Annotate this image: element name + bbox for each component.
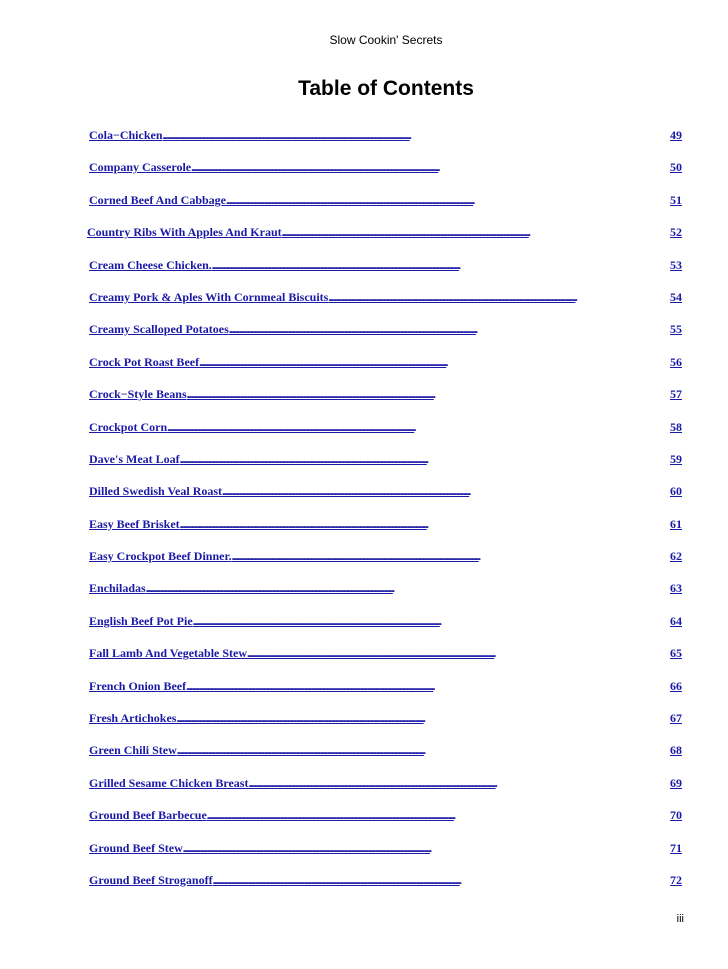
toc-entry-page: 51 — [670, 192, 682, 207]
toc-entry[interactable] — [87, 808, 682, 840]
toc-entry-page: 56 — [670, 354, 682, 369]
dot-leader — [186, 679, 670, 694]
toc-entry[interactable] — [87, 614, 682, 646]
toc-entry-label: Crock Pot Roast Beef — [89, 354, 200, 369]
dot-leader — [212, 258, 670, 273]
toc-entry-label: Easy Crockpot Beef Dinner. — [89, 549, 232, 564]
toc-entry[interactable] — [87, 387, 682, 419]
toc-entry[interactable] — [87, 646, 682, 678]
dot-leader — [180, 452, 670, 467]
dot-leader — [183, 841, 670, 856]
dot-leader — [191, 160, 670, 175]
toc-entry-label: Crockpot Corn — [89, 419, 168, 434]
toc-entry-page: 49 — [670, 128, 682, 142]
dot-leader — [282, 225, 670, 240]
toc-entry-page: 52 — [670, 225, 682, 240]
toc-entry[interactable] — [87, 322, 682, 354]
dot-leader — [207, 808, 670, 823]
dot-leader — [232, 549, 670, 564]
dot-leader — [146, 581, 670, 596]
toc-entry-page: 70 — [670, 808, 682, 823]
dot-leader — [176, 711, 670, 726]
toc-entry[interactable] — [87, 711, 682, 743]
toc-entry-label: Dave's Meat Loaf — [89, 451, 180, 466]
toc-entry-page: 71 — [670, 840, 682, 855]
dot-leader — [226, 193, 670, 208]
toc-entry[interactable] — [87, 452, 682, 484]
toc-entry[interactable] — [87, 160, 682, 192]
dot-leader — [163, 128, 670, 143]
toc-entry-label: Grilled Sesame Chicken Breast — [89, 775, 249, 790]
dot-leader — [213, 873, 670, 888]
dot-leader — [167, 420, 670, 435]
toc-entry[interactable] — [87, 355, 682, 387]
toc-entry-label: Enchiladas — [89, 581, 146, 596]
toc-entry-label: Green Chili Stew — [89, 743, 177, 758]
toc-entry-page: 63 — [670, 581, 682, 596]
toc-entry-page: 69 — [670, 775, 682, 790]
toc-entry-label: Cola−Chicken — [89, 128, 163, 142]
toc-entry-label: Ground Beef Stew — [89, 840, 183, 855]
toc-entry[interactable] — [87, 679, 682, 711]
toc-entry-page: 60 — [670, 484, 682, 499]
toc-entry-label: Cream Cheese Chicken. — [89, 257, 212, 272]
toc-entry-label: Ground Beef Barbecue — [89, 808, 207, 823]
toc-entry[interactable] — [87, 420, 682, 452]
toc-entry-page: 66 — [670, 678, 682, 693]
toc-entry[interactable] — [87, 258, 682, 290]
toc-entry-label: Creamy Pork & Aples With Cornmeal Biscuits — [89, 289, 329, 304]
dot-leader — [247, 646, 670, 661]
toc-entry-page: 61 — [670, 516, 682, 531]
toc-entry-page: 50 — [670, 160, 682, 175]
toc-entry-label: English Beef Pot Pie — [89, 613, 193, 628]
toc-entry[interactable] — [87, 549, 682, 581]
toc-entry-label: Fresh Artichokes — [89, 711, 177, 726]
dot-leader — [199, 355, 670, 370]
toc-entry-page: 62 — [670, 549, 682, 564]
toc-entry[interactable] — [87, 776, 682, 808]
toc-entry[interactable] — [87, 743, 682, 775]
toc-entry[interactable] — [87, 517, 682, 549]
page-number: iii — [676, 913, 684, 925]
toc-entry-label: French Onion Beef — [89, 678, 187, 693]
dot-leader — [328, 290, 670, 305]
toc-entry[interactable] — [87, 484, 682, 516]
toc-entry-label: Corned Beef And Cabbage — [89, 192, 227, 207]
toc-entry-label: Easy Beef Brisket — [89, 516, 180, 531]
toc-entry[interactable] — [87, 225, 682, 257]
toc-entry-label: Creamy Scalloped Potatoes — [89, 322, 229, 337]
running-header: Slow Cookin' Secrets — [329, 33, 443, 47]
dot-leader — [229, 322, 670, 337]
dot-leader — [222, 484, 670, 499]
toc-entry-page: 65 — [670, 646, 682, 661]
toc-entry-page: 53 — [670, 257, 682, 272]
toc-entry[interactable] — [87, 193, 682, 225]
toc-entry-label: Company Casserole — [89, 160, 192, 175]
toc-title: Table of Contents — [298, 77, 474, 100]
toc-entry-page: 64 — [670, 613, 682, 628]
toc-list — [87, 128, 682, 905]
dot-leader — [177, 743, 670, 758]
toc-entry-label: Country Ribs With Apples And Kraut — [87, 225, 282, 240]
toc-entry-page: 72 — [670, 872, 682, 887]
toc-entry-page: 55 — [670, 322, 682, 337]
toc-entry-label: Dilled Swedish Veal Roast — [89, 484, 223, 499]
dot-leader — [180, 517, 670, 532]
dot-leader — [193, 614, 670, 629]
toc-entry-page: 54 — [670, 289, 682, 304]
toc-entry-page: 57 — [670, 387, 682, 402]
toc-entry[interactable] — [87, 873, 682, 905]
dot-leader — [187, 387, 670, 402]
toc-entry[interactable] — [87, 581, 682, 613]
toc-entry-label: Ground Beef Stroganoff — [89, 872, 213, 887]
toc-entry-page: 59 — [670, 451, 682, 466]
toc-entry[interactable] — [87, 841, 682, 873]
toc-entry-page: 58 — [670, 419, 682, 434]
toc-entry-page: 68 — [670, 743, 682, 758]
toc-entry[interactable] — [87, 290, 682, 322]
toc-entry-label: Fall Lamb And Vegetable Stew — [89, 646, 248, 661]
toc-entry[interactable] — [87, 128, 682, 160]
dot-leader — [248, 776, 670, 791]
toc-entry-page: 67 — [670, 711, 682, 726]
toc-entry-label: Crock−Style Beans — [89, 387, 187, 402]
